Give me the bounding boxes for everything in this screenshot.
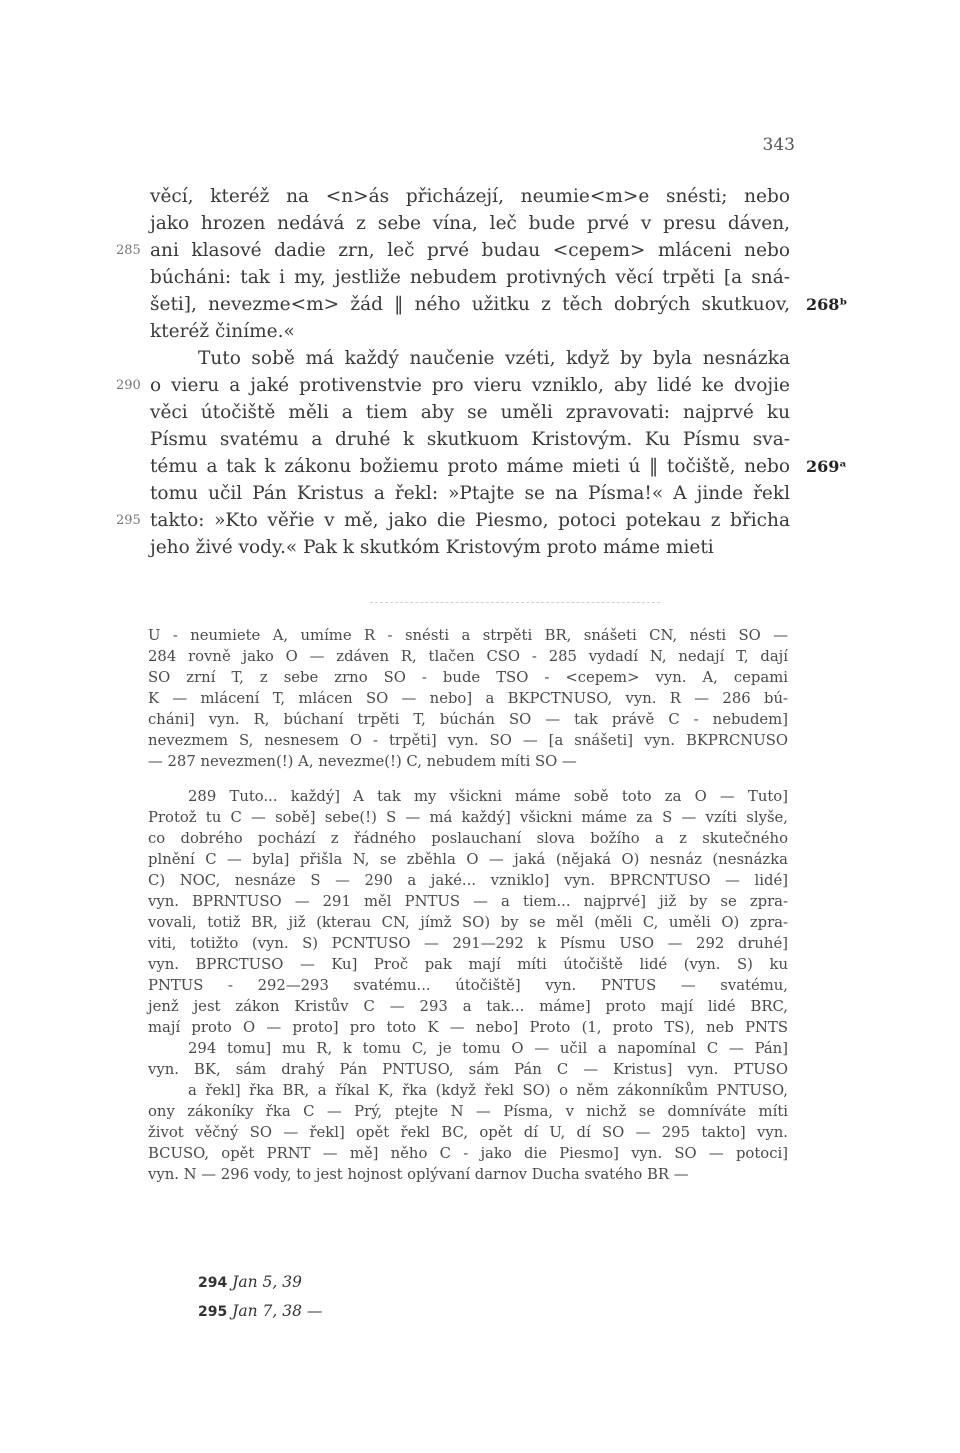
text-line (150, 534, 790, 561)
apparatus-line: nevezmem S, nesnesem O - trpěti] vyn. SO — [a snášeti] vyn. BKPRCNUSO (148, 732, 788, 749)
text-line-content: Písmu svatému a druhé k skutkuom Kristovým. Ku Písmu sva- (150, 429, 790, 450)
text-line-content: tému a tak k zákonu božiemu proto máme mieti ú ‖ točiště, nebo (150, 456, 790, 477)
apparatus-line: PNTUS - 292—293 svatému... útočiště] vyn. PNTUS — svatému, (148, 977, 788, 994)
apparatus-line: C) NOC, nesnáze S — 290 a jaké... vzniklo] vyn. BPRCNTUSO — lidé] (148, 872, 788, 889)
folio-marker: 269ᵃ (806, 457, 847, 476)
apparatus-line: SO zrní T, z sebe zrno SO - bude TSO - <cepem> vyn. A, cepami (148, 669, 788, 686)
apparatus-line: a řekl] řka BR, a říkal K, řka (když řekl SO) o něm zákonníkům PNTUSO, (188, 1082, 788, 1099)
apparatus-line: 284 rovně jako O — zdáven R, tlačen CSO - 285 vydadí N, nedají T, dají (148, 648, 788, 665)
apparatus-line: K — mlácení T, mlácen SO — nebo] a BKPCTNUSO, vyn. R — 286 bú- (148, 690, 788, 707)
scripture-note (198, 1268, 322, 1297)
apparatus-line: plnění C — byla] přišla N, se zběhla O — jaká (nějaká O) nesnáz (nesnázka (148, 851, 788, 868)
critical-apparatus (148, 625, 788, 1185)
text-line (150, 426, 790, 453)
text-line-content: o vieru a jaké protivenstvie pro vieru vzniklo, aby lidé ke dvojie (150, 375, 790, 396)
apparatus-line: co dobrého pochází z řádného poslauchaní slova božího a z skutečného (148, 830, 788, 847)
apparatus-line: — 287 nevezmen(!) A, nevezme(!) C, nebudem míti SO — (148, 753, 577, 770)
text-line-content: věcí, kteréž na <n>ás přicházejí, neumie<m>e snésti; nebo (150, 186, 790, 207)
line-number: 295 (116, 513, 141, 528)
line-number: 290 (116, 378, 141, 393)
apparatus-line: vyn. N — 296 vody, to jest hojnost oplývaní darnov Ducha svatého BR — (148, 1166, 689, 1183)
scripture-note (198, 1297, 322, 1326)
apparatus-line: ony zákoníky řka C — Prý, ptejte N — Písma, v nichž se domníváte míti (148, 1103, 788, 1120)
text-line (150, 291, 848, 318)
apparatus-line: 289 Tuto... každý] A tak my všickni máme sobě toto za O — Tuto] (188, 788, 788, 805)
text-line (116, 372, 790, 399)
apparatus-line: vovali, totiž BR, již (kterau CN, jímž SO) by se měl (měli C, uměli O) zpra- (148, 914, 788, 931)
text-line (150, 399, 790, 426)
text-line (150, 264, 790, 291)
apparatus-line: vyn. BPRCTUSO — Ku] Proč pak mají míti útočiště lidé (vyn. S) ku (148, 956, 788, 973)
text-line-content: jeho živé vody.« Pak k skutkóm Kristovým proto máme mieti (150, 537, 714, 558)
text-line-content: kteréž činíme.« (150, 321, 295, 342)
text-line-content: věci útočiště měli a tiem aby se uměli zpravovati: najprvé ku (150, 402, 790, 423)
text-line-content: Tuto sobě má každý naučenie vzéti, když by byla nesnázka (198, 348, 790, 369)
note-line-number: 295 (198, 1304, 228, 1320)
line-number: 285 (116, 243, 141, 258)
apparatus-line: vyn. BPRNTUSO — 291 měl PNTUS — a tiem... najprvé] již by se zpra- (148, 893, 788, 910)
text-line-content: ani klasové dadie zrn, leč prvé budau <cepem> mláceni nebo (150, 240, 790, 261)
text-line-content: búcháni: tak i my, jestliže nebudem protivných věcí trpěti [a sná- (150, 267, 790, 288)
note-line-number: 294 (198, 1275, 228, 1291)
page-number: 343 (762, 135, 795, 155)
text-line (116, 237, 790, 264)
apparatus-line: viti, totižto (vyn. S) PCNTUSO — 291—292 k Písmu USO — 292 druhé] (148, 935, 788, 952)
folio-marker: 268ᵇ (806, 295, 848, 314)
main-text (116, 183, 848, 561)
text-line (150, 183, 790, 210)
scripture-notes (198, 1268, 322, 1326)
note-reference: Jan 5, 39 (232, 1273, 302, 1291)
text-line (150, 210, 790, 237)
apparatus-line: BCUSO, opět PRNT — mě] něho C - jako die Piesmo] vyn. SO — potoci] (148, 1145, 788, 1162)
apparatus-line: Protož tu C — sobě] sebe(!) S — má každý] všickni máme za S — vzíti slyše, (148, 809, 788, 826)
text-line (150, 453, 847, 480)
note-reference: Jan 7, 38 — (232, 1302, 323, 1320)
text-line (150, 345, 790, 372)
apparatus-line: 294 tomu] mu R, k tomu C, je tomu O — učil a napomínal C — Pán] (188, 1040, 788, 1057)
apparatus-line: mají proto O — proto] pro toto K — nebo] Proto (1, proto TS), neb PNTS (148, 1019, 788, 1036)
separator-rule (370, 602, 660, 603)
text-line-content: takto: »Kto věřie v mě, jako die Piesmo, potoci potekau z břicha (150, 510, 790, 531)
text-line (116, 507, 790, 534)
text-line-content: tomu učil Pán Kristus a řekl: »Ptajte se na Písma!« A jinde řekl (150, 483, 790, 504)
text-line-content: šeti], nevezme<m> žád ‖ ného užitku z těch dobrých skutkuov, (150, 294, 790, 315)
text-line (150, 480, 790, 507)
text-line-content: jako hrozen nedává z sebe vína, leč bude prvé v presu dáven, (150, 213, 790, 234)
apparatus-line: jenž jest zákon Kristův C — 293 a tak... máme] proto mají lidé BRC, (148, 998, 788, 1015)
apparatus-line: život věčný SO — řekl] opět řekl BC, opět dí U, dí SO — 295 takto] vyn. (148, 1124, 788, 1141)
apparatus-line: cháni] vyn. R, búchaní trpěti T, búchán SO — tak právě C - nebudem] (148, 711, 788, 728)
apparatus-line: U - neumiete A, umíme R - snésti a strpěti BR, snášeti CN, nésti SO — (148, 627, 788, 644)
apparatus-line: vyn. BK, sám drahý Pán PNTUSO, sám Pán C — Kristus] vyn. PTUSO (148, 1061, 788, 1078)
text-line (150, 318, 790, 345)
